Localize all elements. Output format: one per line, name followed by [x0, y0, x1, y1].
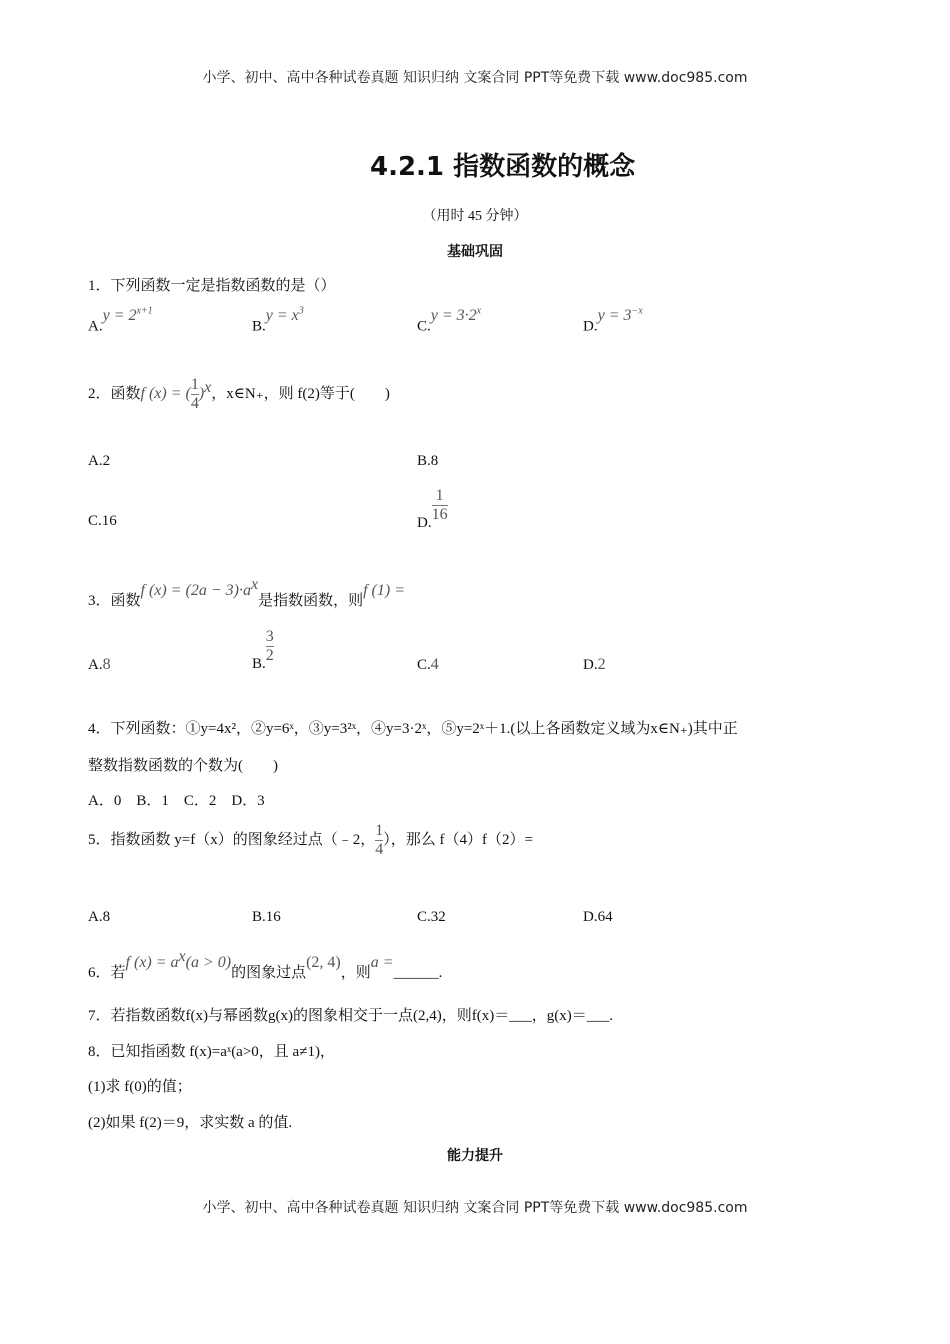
q1-stem: 1．下列函数一定是指数函数的是（）	[88, 278, 336, 294]
q2-option-a[interactable]: A.2	[88, 453, 111, 469]
option-label: B.	[252, 655, 266, 672]
q8-stem: 8．已知指函数 f(x)=aˣ(a>0，且 a≠1)，	[88, 1044, 335, 1060]
q3-exponent: x	[250, 576, 259, 593]
time-note: （用时 45 分钟）	[422, 209, 528, 224]
fraction-denominator: 16	[431, 506, 448, 523]
q6-point: (2, 4)	[306, 954, 341, 971]
q3-option-d[interactable]	[583, 656, 606, 674]
section-heading-advanced: 能力提升	[447, 1149, 503, 1164]
q1-option-c[interactable]	[417, 306, 482, 335]
q8-part2: (2)如果 f(2)＝9，求实数 a 的值.	[88, 1115, 293, 1131]
page-header: 小学、初中、高中各种试卷真题 知识归纳 文案合同 PPT等免费下载 www.doc985.com	[202, 70, 748, 86]
fraction-denominator: 4	[190, 395, 199, 412]
option-value: 8	[102, 656, 111, 673]
page-footer: 小学、初中、高中各种试卷真题 知识归纳 文案合同 PPT等免费下载 www.doc985.com	[202, 1200, 748, 1216]
q5-option-c[interactable]: C.32	[417, 909, 446, 925]
q7: 7．若指数函数f(x)与幂函数g(x)的图象相交于一点(2,4)，则f(x)＝___，g(x)＝___.	[88, 1008, 613, 1024]
q6-post: ，则	[340, 965, 371, 981]
option-value: 2	[597, 656, 606, 673]
q5-pre: 5．指数函数 y=f（x）的图象经过点（﹣2，	[88, 831, 376, 848]
q5-post: ），那么 f（4）f（2）=	[383, 831, 533, 848]
option-math: y = 2	[102, 307, 137, 325]
q2-pre: 2．函数	[88, 385, 141, 402]
option-label: C.	[417, 318, 431, 335]
q6-condition: (a > 0)	[185, 954, 232, 971]
fraction-numerator: 1	[190, 376, 199, 393]
fraction-denominator: 2	[265, 647, 274, 664]
q6-a: a =	[370, 954, 394, 971]
q2-option-c[interactable]: C.16	[88, 513, 117, 529]
fraction-numerator: 1	[435, 487, 444, 504]
option-label: B.	[252, 318, 266, 335]
q3-option-b[interactable]	[252, 628, 274, 672]
q2-exponent: x	[204, 378, 212, 396]
q6-mid: 的图象过点	[231, 965, 307, 981]
fraction-numerator: 1	[375, 822, 384, 839]
option-label: A.	[88, 318, 103, 335]
option-label: D.	[583, 318, 598, 335]
q3-pre: 3．函数	[88, 593, 141, 609]
q3-option-a[interactable]	[88, 656, 111, 674]
section-heading-basic: 基础巩固	[447, 245, 503, 260]
q6-answer-blank[interactable]: ______.	[393, 965, 443, 981]
q3-function: f (x) = (2a − 3)·a	[140, 582, 251, 599]
page-title: 4.2.1 指数函数的概念	[370, 152, 636, 182]
q3-stem	[88, 576, 405, 609]
option-exponent: −x	[631, 306, 643, 317]
q6-pre: 6．若	[88, 965, 126, 981]
q5-option-b[interactable]: B.16	[252, 909, 281, 925]
option-math: y = 3	[597, 307, 632, 325]
fraction-numerator: 3	[265, 628, 274, 645]
q3-f1: f (1) =	[363, 582, 405, 599]
q3-mid: 是指数函数，则	[258, 593, 364, 609]
option-label: C.	[417, 657, 431, 673]
q4-line1: 4．下列函数：①y=4x²，②y=6ˣ，③y=3²ˣ，④y=3·2ˣ，⑤y=2ˣ＋1.(以上各函数定义域为x∈N₊)其中正	[88, 721, 738, 737]
q6-exponent: x	[178, 948, 186, 965]
option-label: A.	[88, 657, 103, 673]
q1-option-b[interactable]	[252, 306, 304, 335]
q6-function: f (x) = a	[125, 954, 179, 971]
q1-option-d[interactable]	[583, 306, 643, 335]
option-label: D.	[583, 657, 598, 673]
q2-stem	[88, 376, 390, 413]
q5-option-a[interactable]: A.8	[88, 909, 111, 925]
q2-function: f (x) = (	[140, 384, 191, 402]
q2-post: ，x∈N₊，则 f(2)等于( )	[211, 385, 390, 402]
option-math: y = x	[265, 307, 299, 325]
q4-options[interactable]: A．0 B．1 C．2 D．3	[88, 793, 265, 809]
q4-line2: 整数指数函数的个数为( )	[88, 758, 278, 774]
option-exponent: 3	[298, 306, 304, 317]
q3-option-c[interactable]	[417, 656, 439, 674]
q2-close: )	[198, 384, 205, 402]
option-label: D.	[417, 514, 432, 531]
q5-option-d[interactable]: D.64	[583, 909, 613, 925]
q2-option-b[interactable]: B.8	[417, 453, 439, 469]
option-exponent: x+1	[136, 306, 153, 317]
q5-stem	[88, 822, 533, 859]
q6-stem	[88, 948, 443, 981]
option-exponent: x	[476, 306, 482, 317]
q2-option-d[interactable]	[417, 487, 448, 531]
option-value: 4	[430, 656, 439, 673]
fraction-denominator: 4	[375, 841, 384, 858]
option-math: y = 3·2	[430, 307, 477, 325]
q1-option-a[interactable]	[88, 306, 153, 335]
q8-part1: (1)求 f(0)的值；	[88, 1079, 192, 1095]
